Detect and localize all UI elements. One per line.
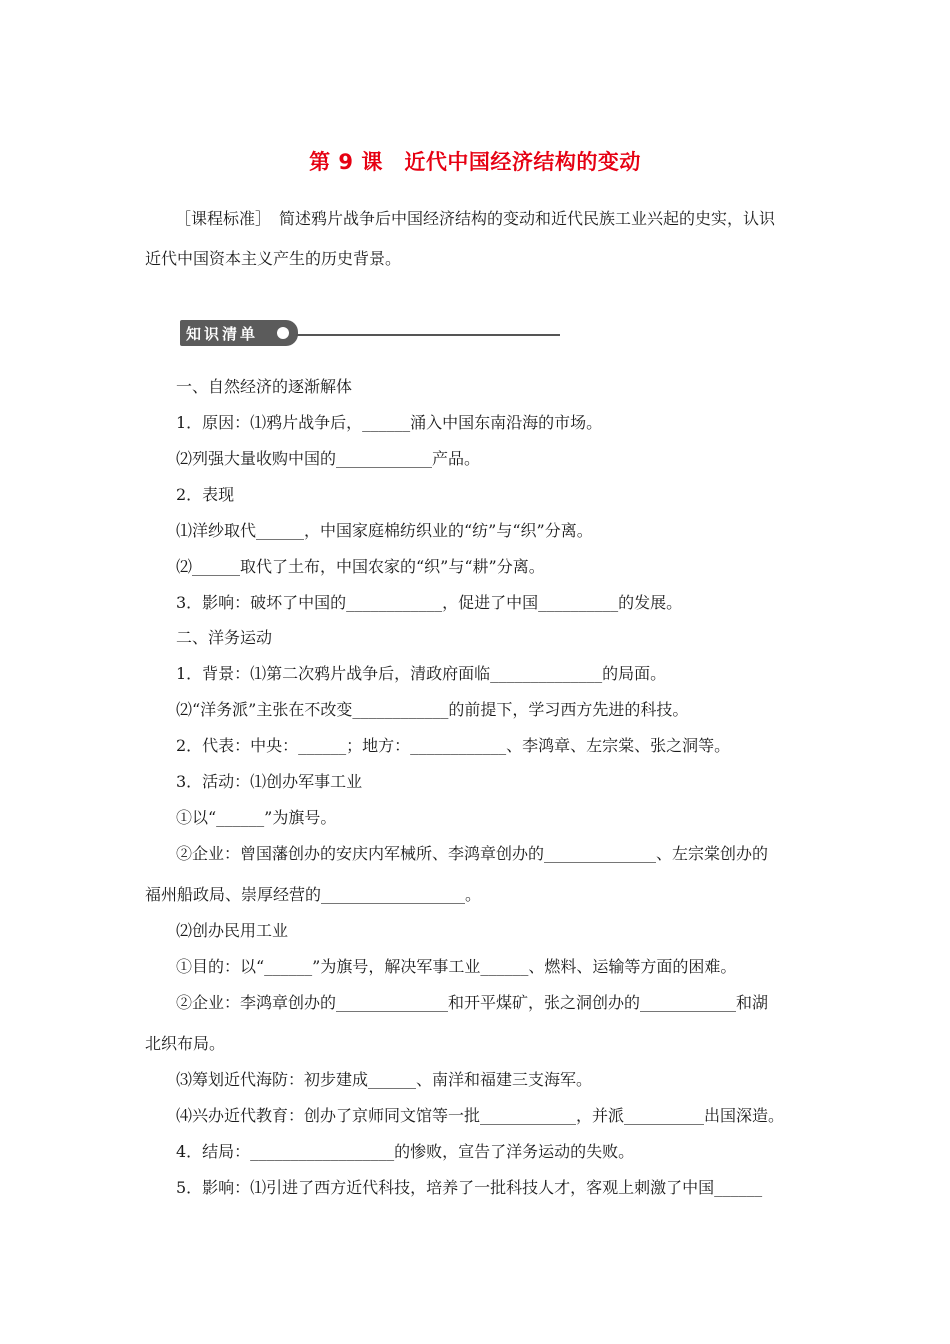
text-line: ⑵______取代了土布，中国农家的“织”与“耕”分离。 xyxy=(176,557,545,576)
text-line: ①以“______”为旗号。 xyxy=(176,808,337,827)
course-standard-line-1: ［课程标准］ 简述鸦片战争后中国经济结构的变动和近代民族工业兴起的史实，认识 xyxy=(175,209,776,228)
banner-rule xyxy=(296,334,560,336)
text-line: ②企业：曾国藩创办的安庆内军械所、李鸿章创办的______________、左宗棠创办的 xyxy=(176,844,769,863)
text-line: 5．影响：⑴引进了西方近代科技，培养了一批科技人才，客观上刺激了中国______ xyxy=(176,1178,763,1197)
text-line: ⑵“洋务派”主张在不改变____________的前提下，学习西方先进的科技。 xyxy=(176,700,689,719)
banner-label: 知识清单 xyxy=(186,325,259,343)
text-line: ①目的：以“______”为旗号，解决军事工业______、燃料、运输等方面的困难。 xyxy=(176,957,737,976)
text-line: 2．代表：中央：______；地方：____________、李鸿章、左宗棠、张之洞等。 xyxy=(176,736,731,755)
text-line: ⑵创办民用工业 xyxy=(176,921,289,940)
text-line: 福州船政局、崇厚经营的__________________。 xyxy=(145,885,482,904)
section-banner xyxy=(180,320,560,346)
text-line: 3．活动：⑴创办军事工业 xyxy=(176,772,363,791)
text-line: ⑷兴办近代教育：创办了京师同文馆等一批____________，并派__________出国深造。 xyxy=(176,1106,785,1125)
text-line: 1．背景：⑴第二次鸦片战争后，清政府面临______________的局面。 xyxy=(176,664,667,683)
text-line: ⑵列强大量收购中国的____________产品。 xyxy=(176,449,481,468)
bullet-dot-icon xyxy=(277,327,289,339)
course-standard-line-2: 近代中国资本主义产生的历史背景。 xyxy=(145,249,402,268)
text-line: 1．原因：⑴鸦片战争后，______涌入中国东南沿海的市场。 xyxy=(176,413,603,432)
text-line: ⑴洋纱取代______，中国家庭棉纺织业的“纺”与“织”分离。 xyxy=(176,521,593,540)
text-line: 2．表现 xyxy=(176,485,235,504)
section-heading-2: 二、洋务运动 xyxy=(176,628,273,647)
text-line: 4．结局：__________________的惨败，宣告了洋务运动的失败。 xyxy=(176,1142,635,1161)
text-line: ②企业：李鸿章创办的______________和开平煤矿，张之洞创办的____________和湖 xyxy=(176,993,769,1012)
text-line: 北织布局。 xyxy=(145,1034,226,1053)
section-heading-1: 一、自然经济的逐渐解体 xyxy=(176,377,353,396)
text-line: ⑶筹划近代海防：初步建成______、南洋和福建三支海军。 xyxy=(176,1070,593,1089)
page-title: 第 9 课 近代中国经济结构的变动 xyxy=(309,150,641,174)
text-line: 3．影响：破坏了中国的____________，促进了中国__________的发展。 xyxy=(176,593,683,612)
